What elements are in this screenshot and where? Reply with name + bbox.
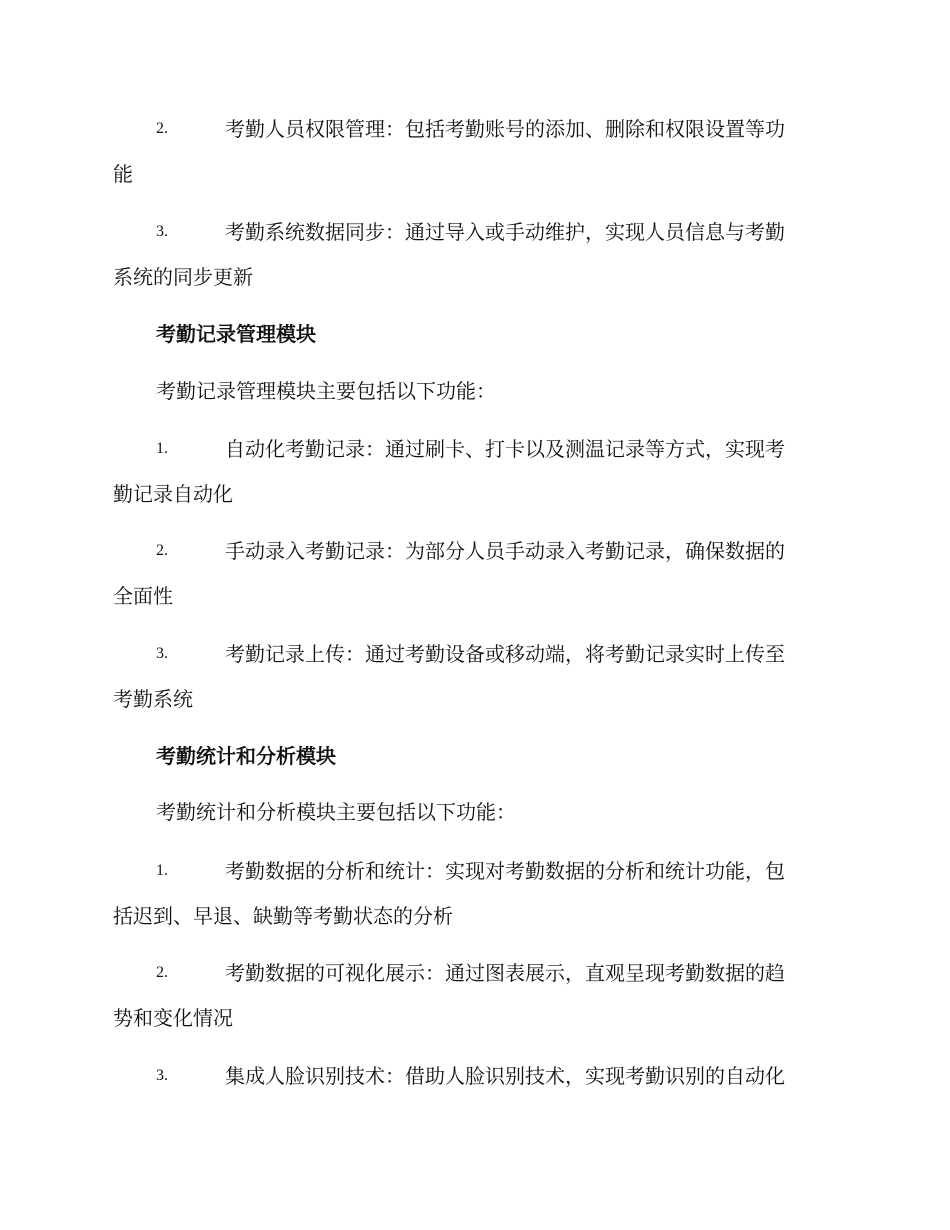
list-item-text: 手动录入考勤记录：为部分人员手动录入考勤记录，确保数据的	[225, 539, 785, 563]
list-number: 3.	[156, 223, 168, 240]
list-number: 2.	[156, 120, 168, 137]
list-item-text-continued: 能	[113, 162, 133, 186]
list-item-text: 考勤系统数据同步：通过导入或手动维护，实现人员信息与考勤	[225, 220, 785, 244]
list-number: 1.	[156, 862, 168, 879]
list-item-text-continued: 全面性	[113, 584, 173, 608]
list-item-text: 考勤数据的分析和统计：实现对考勤数据的分析和统计功能，包	[225, 859, 785, 883]
section-intro-records: 考勤记录管理模块主要包括以下功能：	[156, 379, 496, 403]
list-item-text: 自动化考勤记录：通过刷卡、打卡以及测温记录等方式，实现考	[225, 437, 785, 461]
list-number: 3.	[156, 1067, 168, 1084]
list-number: 2.	[156, 964, 168, 981]
list-item-text-continued: 括迟到、早退、缺勤等考勤状态的分析	[113, 904, 453, 928]
list-number: 3.	[156, 645, 168, 662]
list-item-text-continued: 勤记录自动化	[113, 482, 233, 506]
list-item-text-continued: 系统的同步更新	[113, 265, 253, 289]
list-item-text: 考勤数据的可视化展示：通过图表展示，直观呈现考勤数据的趋	[225, 961, 785, 985]
list-item-text-continued: 势和变化情况	[113, 1006, 233, 1030]
list-number: 1.	[156, 440, 168, 457]
section-intro-stats: 考勤统计和分析模块主要包括以下功能：	[156, 800, 516, 824]
section-heading-records: 考勤记录管理模块	[156, 322, 316, 346]
list-item-text: 考勤人员权限管理：包括考勤账号的添加、删除和权限设置等功	[225, 117, 785, 141]
list-item-text: 考勤记录上传：通过考勤设备或移动端，将考勤记录实时上传至	[225, 642, 785, 666]
list-number: 2.	[156, 542, 168, 559]
list-item-text-continued: 考勤系统	[113, 687, 193, 711]
list-item-text: 集成人脸识别技术：借助人脸识别技术，实现考勤识别的自动化	[225, 1064, 785, 1088]
section-heading-stats: 考勤统计和分析模块	[156, 744, 336, 768]
